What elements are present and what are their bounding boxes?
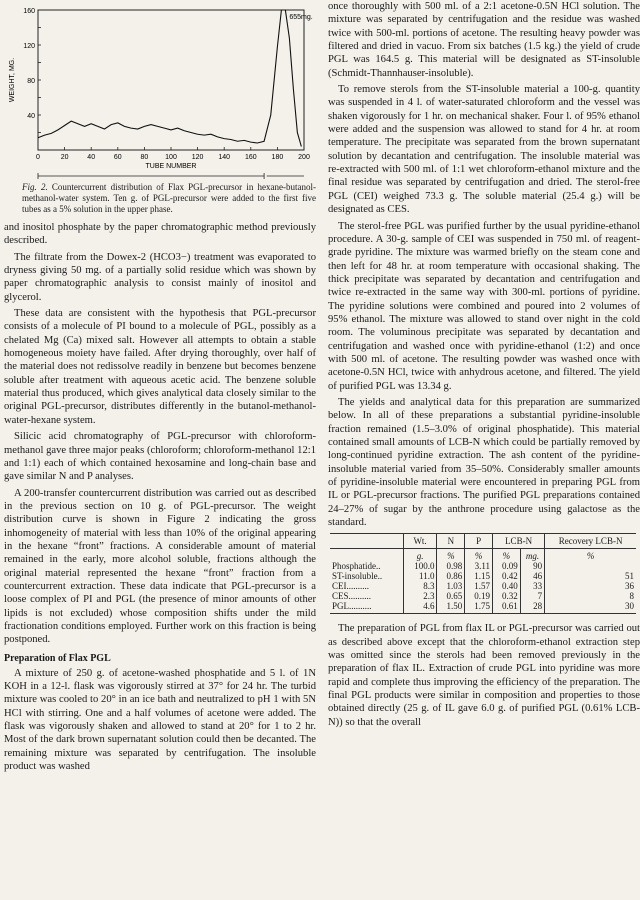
- table-row: [330, 561, 636, 571]
- table-cell: 0.98: [437, 561, 465, 571]
- table-cell: 1.15: [465, 571, 493, 581]
- x-tick-label: 60: [113, 154, 122, 161]
- table-header-cell: Recovery LCB-N: [545, 534, 636, 549]
- table-cell: %: [465, 549, 493, 562]
- x-tick-label: 120: [191, 154, 204, 161]
- right-paragraph-2: To remove sterols from the ST-insoluble material a 100-g. quantity was suspended in 4 l. of water-saturated chloroform and the vessel was shaken vigorously for 1 hr. on mechanical shaker. Four l. of 95% ethanol were added and the suspension was allowed to stand for 4 hr. at room temperature. The precipitate was separated from the brown supernatant solution by decantation and centrifugation. The insoluble material was re-extracted with 500 ml. of 1:1 wet chloroform-ethanol mixture and the final residue was separated by centrifugation and dried. The sterol-free PGL (CEI) weighed 73.3 g. The soluble material (25.4 g.) will be designated as CES.: [328, 84, 640, 216]
- table-header-cell: [330, 534, 403, 549]
- table-units-row: [330, 549, 636, 562]
- y-axis-label: WEIGHT, MG.: [9, 57, 16, 103]
- table-cell: 8.3: [403, 581, 437, 591]
- left-paragraph-4: Silicic acid chromatography of PGL-precursor with chloroform-methanol gave three major peaks (chloroform; chloroform-methanol 12:1 and 1:1) each of which contained hexosamine and long-chain base and gave similar N and P analyses.: [4, 431, 316, 483]
- left-paragraph-1: and inositol phosphate by the paper chromatographic method previously described.: [4, 222, 316, 247]
- table-cell: 0.86: [437, 571, 465, 581]
- left-paragraph-3: These data are consistent with the hypothesis that PGL-precursor consists of a molecule of PI bound to a molecule of PGL, possibly as a chelated Mg (Ca) mixed salt. However all attempts to obtain a stable homogeneous moiety have failed. After drying thoroughly, over half of the material does not redissolve readily in benzene but becomes benzene soluble after treatment with aqueous acetic acid. The benzene soluble material thus produced, which gives analytical data closely similar to the original PGL-precursor, distributes differently in the butanol-methanol-water-hexane system.: [4, 308, 316, 426]
- table-cell: 11.0: [403, 571, 437, 581]
- section-heading: Preparation of Flax PGL: [4, 652, 111, 664]
- x-tick-label: 20: [60, 154, 69, 161]
- x-tick-label: 140: [218, 154, 231, 161]
- left-paragraph-5: A 200-transfer countercurrent distribution was carried out as described in the previous section on 10 g. of PGL-precursor. The weight distribution curve is shown in Figure 2 indicating the gross inhomogeneity of material with less than 10% of the original appearing in the hexane “front” fractions. A considerable amount of material remained in the early, more alcohol soluble, fractions although the original material represented the hexane “front” fraction from a countercurrent extraction. These data indicate that PGL-precursor is a loose complex of PI and PGL (the presence of minor amounts of other lipids is not excluded) whose composition shifts under the mild fractionation conditions employed. Further work on this fraction is being postponed.: [4, 487, 316, 646]
- table-cell: g.: [403, 549, 437, 562]
- table-cell: 2.3: [403, 591, 437, 601]
- left-column: [4, 0, 316, 776]
- table-cell: 1.57: [465, 581, 493, 591]
- table-header-cell: Wt.: [403, 534, 437, 549]
- table-row: [330, 581, 636, 591]
- table-cell: 0.09: [492, 561, 520, 571]
- x-tick-label: 0: [36, 154, 40, 161]
- x-tick-label: 200: [298, 154, 310, 161]
- figure-2-chart: [4, 0, 316, 180]
- right-paragraph-5: The preparation of PGL from flax IL or PGL-precursor was carried out as described above except that the chloroform-ethanol extraction step was omitted since the sterols had been removed previously in the preparation of flax IL. Extraction of crude PGL into pyridine was more rapid and complete thus improving the efficiency of the preparation. The final PGL products were similar in composition and properties to those obtained directly (25 g. of IL gave 6.0 g. of purified PGL (0.61% LCB-N)) so that the overall: [328, 623, 640, 728]
- table-header-cell: LCB-N: [492, 534, 544, 549]
- table-row: [330, 601, 636, 614]
- table-cell: 0.65: [437, 591, 465, 601]
- table-cell: 46: [520, 571, 544, 581]
- table-cell: [545, 561, 636, 571]
- left-paragraph-6: A mixture of 250 g. of acetone-washed phosphatide and 5 l. of 1N KOH in a 12-l. flask was vigorously stirred at 37° for 24 hr. The turbid mixture was cooled to 20° in an ice bath and neutralized to pH 1 with 5N HCl with stirring. One and a half volumes of acetone were added. The flask was vigorously shaken and allowed to stand at 20° for 1 to 2 hr. Most of the dark brown supernatant solution could then be decanted. The remaining mixture was separated by centrifugation. The insoluble product was washed: [4, 667, 316, 773]
- table-cell: 1.03: [437, 581, 465, 591]
- table-cell: 4.6: [403, 601, 437, 614]
- table-cell: 30: [545, 601, 636, 614]
- table-cell: 1.50: [437, 601, 465, 614]
- right-column: [328, 0, 640, 732]
- y-tick-label: 40: [27, 113, 35, 120]
- table-cell: 36: [545, 581, 636, 591]
- x-tick-label: 40: [87, 154, 96, 161]
- table-cell: %: [492, 549, 520, 562]
- table-cell: 3.11: [465, 561, 493, 571]
- figure-caption: [22, 182, 316, 215]
- table-body: [330, 549, 636, 614]
- x-tick-label: 180: [271, 154, 284, 161]
- y-tick-label: 160: [23, 8, 35, 15]
- table-cell: 51: [545, 571, 636, 581]
- table-cell: ST-insoluble..: [332, 571, 383, 582]
- right-paragraph-1: once thoroughly with 500 ml. of a 2:1 acetone-0.5N HCl solution. The mixture was separated by centrifugation and the residue was washed twice with 500-ml. portions of acetone. The resulting heavy powder was filtered and dried in vacuo. From six batches (1.5 kg.) the yield of crude PGL was 164.5 g. This material will be designated as ST-insoluble (Schmidt-Thannhauser-insoluble).: [328, 1, 640, 79]
- x-tick-label: 100: [165, 154, 177, 161]
- table-header-cell: N: [437, 534, 465, 549]
- left-paragraph-2: The filtrate from the Dowex-2 (HCO3−) treatment was evaporated to dryness giving 50 mg. of a partially solid residue which was shown by paper chromatographic analysis to consist mainly of inositol and glycerol.: [4, 251, 316, 303]
- table-cell: 0.40: [492, 581, 520, 591]
- table-cell: 100.0: [403, 561, 437, 571]
- table-cell: %: [545, 549, 636, 562]
- x-axis-label: TUBE NUMBER: [145, 163, 197, 170]
- table-cell: %: [437, 549, 465, 562]
- right-paragraph-4: The yields and analytical data for this preparation are summarized below. In all of these preparations a substantial pyridine-insoluble fraction remained (1.5–3.0% of original phosphatide). This material contained small amounts of LCB-N which could be partially removed by long-continued pyridine extraction. The ash content of the pyridine-insoluble material varied from 35–50%. Considerably smaller amounts of pyridine-insoluble material were encountered in preparing PGL from IL or PGL-precursor fractions. The purified PGL preparations contained 24–27% of sugar by the anthrone procedure using galactose as the standard.: [328, 396, 640, 529]
- y-tick-label: 80: [27, 78, 35, 85]
- table-cell: CES..........: [332, 591, 372, 602]
- table-cell: Phosphatide..: [332, 561, 381, 572]
- table-row: [330, 571, 636, 581]
- x-tick-label: 160: [244, 154, 257, 161]
- peak-annotation: 655mg.: [289, 14, 313, 21]
- right-paragraph-3: The sterol-free PGL was purified further by the usual pyridine-ethanol procedure. A 30-g. sample of CEI was suspended in 750 ml. of reagent-grade pyridine. The mixture was warmed briefly on the steam cone and then left for 48 hr. at room temperature with occasional shaking. The thick precipitate was separated by decantation and centrifugation and twice re-extracted in the same way with 300-ml. portions of pyridine. The pyridine solutions were combined and poured into 2 volumes of 95% ethanol. The mixture was allowed to stand over night in the cold room. The voluminous precipitate was separated by decantation and centrifugation and washed once with pyridine-ethanol (1:2) and once with 500 ml. of acetone. The resulting powder was washed once with acetone-0.5N HCl, twice with anhydrous acetone, and filtered. The yield of purified PGL was 13.34 g.: [328, 220, 640, 392]
- table-cell: 28: [520, 601, 544, 614]
- table-cell: mg.: [520, 549, 544, 562]
- table-cell: 0.42: [492, 571, 520, 581]
- caption-text: Countercurrent distribution of Flax PGL-precursor in hexane-butanol-methanol-water system. Ten g. of PGL-precursor were added to the first five tubes as a 5% solution in the upper phase.: [22, 182, 317, 214]
- table-cell: 0.32: [492, 591, 520, 601]
- table-cell: PGL..........: [330, 601, 403, 614]
- table-cell: 7: [520, 591, 544, 601]
- table-cell: 33: [520, 581, 544, 591]
- plot-frame: [38, 10, 304, 150]
- countercurrent-distribution-plot: [4, 0, 316, 180]
- analytical-data-table: [330, 533, 636, 614]
- weight-distribution-line: [38, 10, 301, 147]
- table-cell: [330, 549, 403, 562]
- table-cell: 90: [520, 561, 544, 571]
- x-tick-label: 80: [140, 154, 149, 161]
- caption-title: Fig. 2.: [22, 182, 48, 192]
- y-tick-label: 120: [23, 43, 35, 50]
- table-cell: 0.19: [465, 591, 493, 601]
- table-row: [330, 591, 636, 601]
- table-cell: 1.75: [465, 601, 493, 614]
- table-cell: 0.61: [492, 601, 520, 614]
- table-cell: CEI..........: [332, 581, 369, 592]
- table-header-cell: P: [465, 534, 493, 549]
- table-cell: 8: [545, 591, 636, 601]
